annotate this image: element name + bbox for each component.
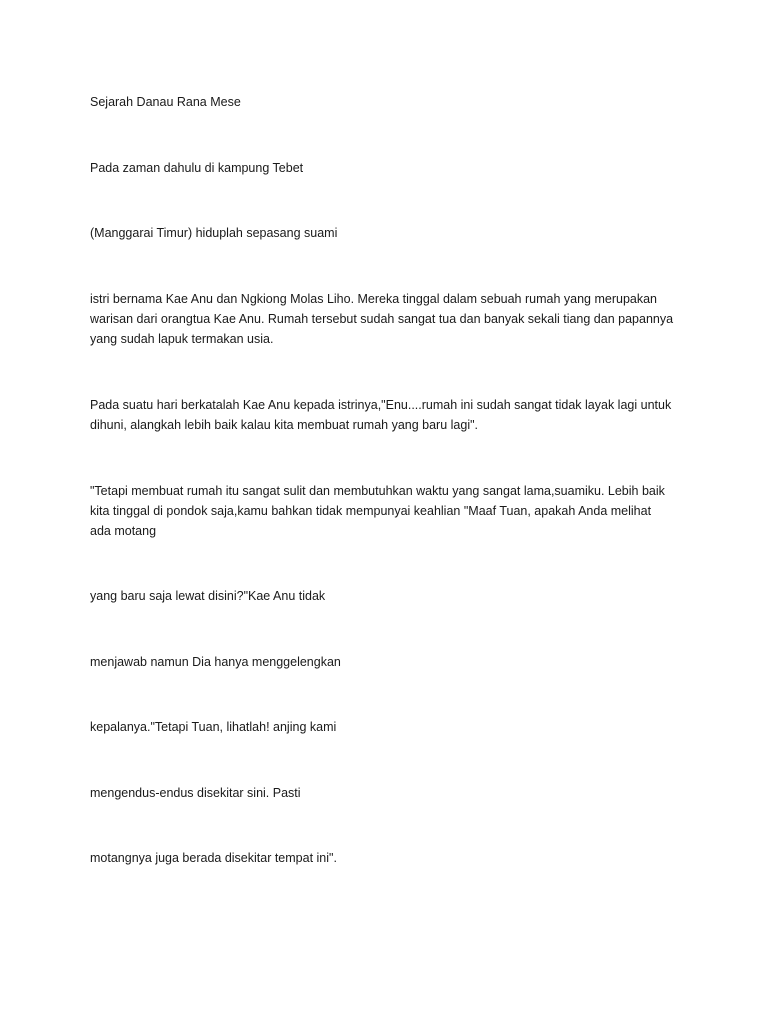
- paragraph-1: [90, 158, 690, 178]
- paragraph-7: [90, 652, 690, 672]
- text-line: ada motang: [90, 524, 157, 538]
- paragraph-8: [90, 717, 690, 737]
- text-line: warisan dari orangtua Kae Anu. Rumah tersebut sudah sangat tua dan banyak sekali tiang dan papannya: [90, 312, 674, 326]
- text-line: motangnya juga berada disekitar tempat ini".: [90, 851, 337, 865]
- text-line: kita tinggal di pondok saja,kamu bahkan tidak mempunyai keahlian "Maaf Tuan, apakah Anda melihat: [90, 504, 652, 518]
- text-line: "Tetapi membuat rumah itu sangat sulit dan membutuhkan waktu yang sangat lama,suamiku. Lebih baik: [90, 484, 665, 498]
- text-line: mengendus-endus disekitar sini. Pasti: [90, 786, 301, 800]
- text-line: dihuni, alangkah lebih baik kalau kita membuat rumah yang baru lagi".: [90, 418, 479, 432]
- text-line: istri bernama Kae Anu dan Ngkiong Molas Liho. Mereka tinggal dalam sebuah rumah yang merupakan: [90, 292, 657, 306]
- title-line: Sejarah Danau Rana Mese: [90, 95, 241, 109]
- paragraph-2: [90, 223, 690, 243]
- paragraph-5: [90, 481, 690, 541]
- paragraph-3: [90, 289, 690, 349]
- text-line: Pada suatu hari berkatalah Kae Anu kepada istrinya,"Enu....rumah ini sudah sangat tidak layak lagi untuk: [90, 398, 672, 412]
- text-line: menjawab namun Dia hanya menggelengkan: [90, 655, 341, 669]
- text-line: Pada zaman dahulu di kampung Tebet: [90, 161, 304, 175]
- text-line: (Manggarai Timur) hiduplah sepasang suami: [90, 226, 338, 240]
- text-line: kepalanya."Tetapi Tuan, lihatlah! anjing kami: [90, 720, 337, 734]
- paragraph-4: [90, 395, 690, 435]
- paragraph-6: [90, 586, 690, 606]
- document-title: [90, 92, 690, 112]
- text-line: yang baru saja lewat disini?"Kae Anu tidak: [90, 589, 326, 603]
- text-line: yang sudah lapuk termakan usia.: [90, 332, 274, 346]
- paragraph-9: [90, 783, 690, 803]
- paragraph-10: [90, 848, 690, 868]
